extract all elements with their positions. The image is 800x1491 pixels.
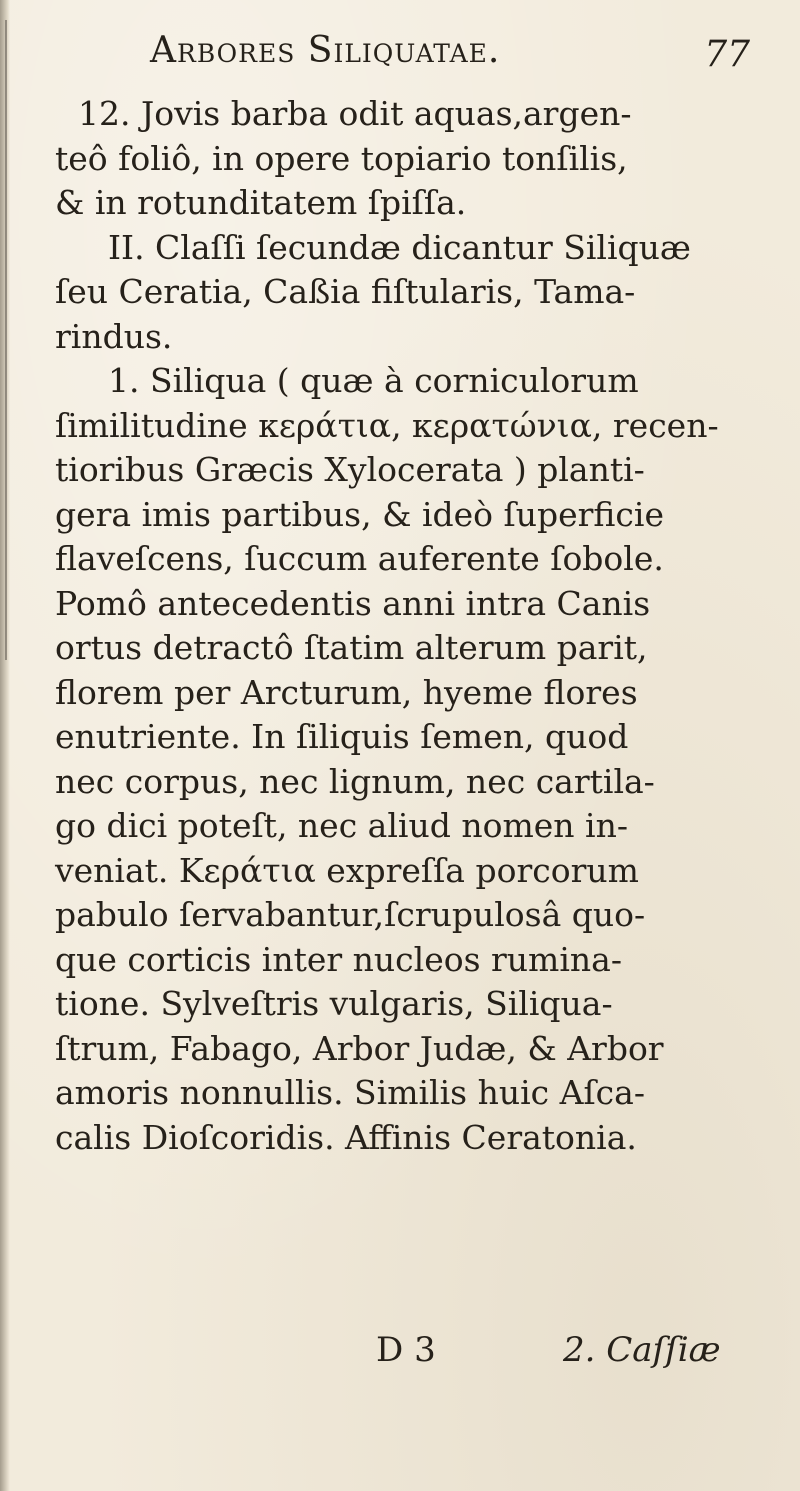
text-line: tioribus Græcis Xylocerata ) planti- — [55, 450, 645, 489]
text-line: Pomô antecedentis anni intra Canis — [55, 583, 651, 623]
text-line: teô foliô, in opere topiario tonſilis, — [55, 138, 628, 178]
page-footer — [0, 1330, 800, 1390]
text-line: rindus. — [55, 316, 173, 356]
page-header — [150, 30, 750, 90]
text-line: que corticis inter nucleos rumina- — [55, 939, 622, 979]
text-line: tione. Sylveſtris vulgaris, Siliqua- — [55, 984, 613, 1023]
text-line: ſeu Ceratia, Caßia fiſtularis, Tama- — [55, 272, 636, 311]
running-head: Arbores Siliquatae. — [150, 30, 501, 71]
text-line: flaveſcens, ſuccum auferente ſobole. — [55, 539, 664, 578]
text-line: ortus detractô ſtatim alterum parit, — [55, 628, 648, 667]
text-line: enutriente. In ſiliquis ſemen, quod — [55, 717, 629, 756]
gutter-line — [5, 20, 7, 660]
page-number: 77 — [704, 34, 750, 75]
text-line: florem per Arcturum, hyeme flores — [55, 672, 638, 712]
text-line: veniat. Κεράτια expreſſa porcorum — [55, 850, 639, 890]
signature-mark: D 3 — [376, 1330, 436, 1370]
body-text — [55, 92, 775, 1160]
text-line: go dici poteſt, nec aliud nomen in- — [55, 806, 628, 845]
text-line: gera imis partibus, & ideò ſuperficie — [55, 494, 665, 534]
text-line: II. Claſſi ſecundæ dicantur Siliquæ — [108, 227, 691, 267]
text-line: amoris nonnullis. Similis huic Aſca- — [55, 1073, 645, 1112]
text-line: 12. Jovis barba odit aquas,argen- — [78, 94, 632, 133]
text-line: 1. Siliqua ( quæ à corniculorum — [108, 361, 639, 400]
text-line: ſtrum, Fabago, Arbor Judæ, & Arbor — [55, 1028, 664, 1068]
text-line: ſimilitudine κεράτια, κερατώνια, recen- — [55, 405, 719, 445]
catchword: 2. Caſſiæ — [563, 1330, 721, 1370]
text-line: nec corpus, nec lignum, nec cartila- — [55, 761, 655, 801]
text-line: pabulo ſervabantur,ſcrupulosâ quo- — [55, 895, 646, 934]
text-line: & in rotunditatem ſpiſſa. — [55, 183, 467, 222]
text-line: calis Dioſcoridis. Affinis Ceratonia. — [55, 1117, 637, 1157]
